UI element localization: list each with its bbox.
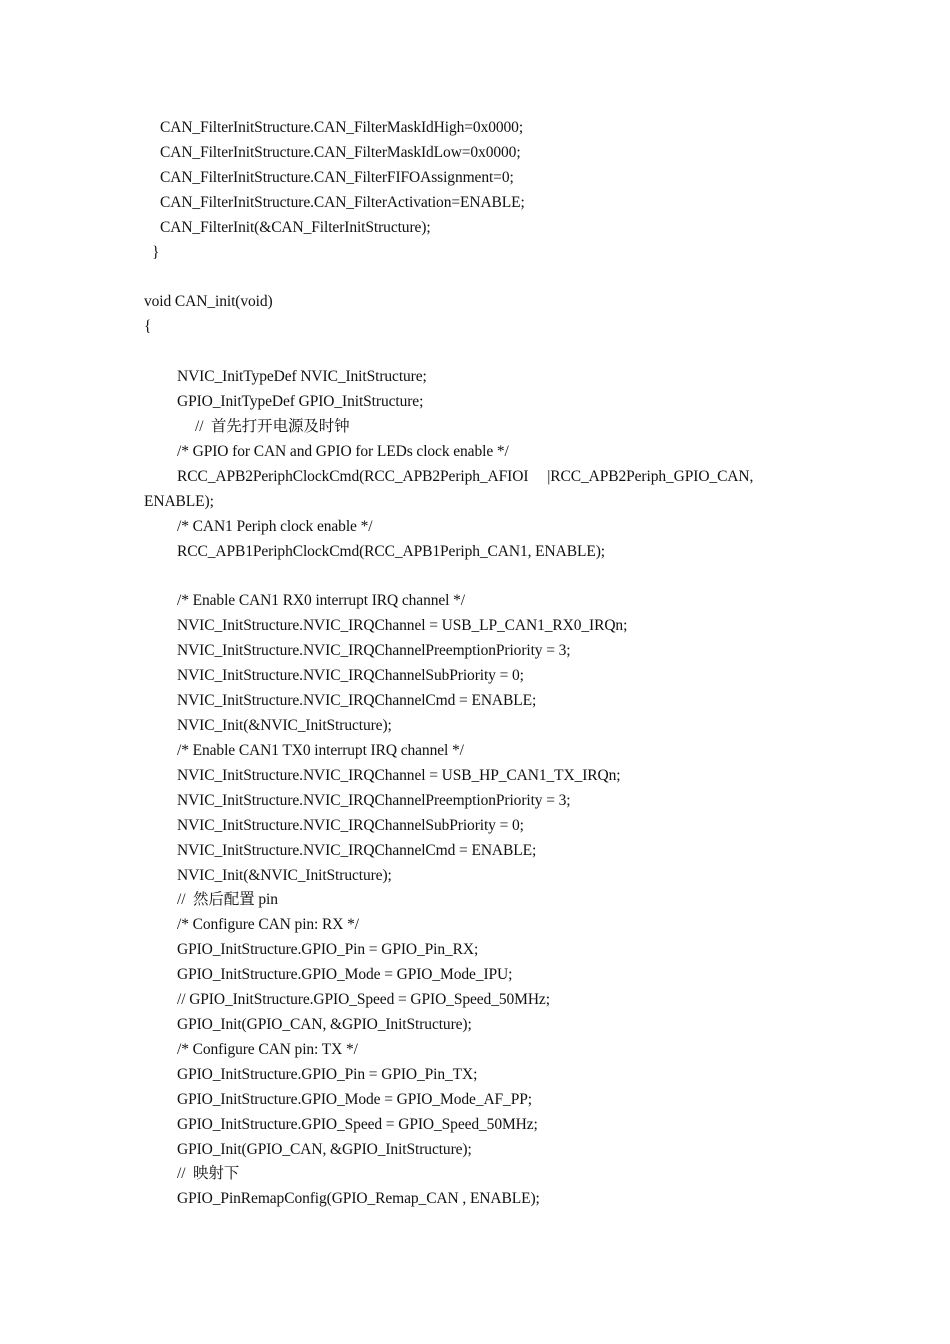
code-line: NVIC_Init(&NVIC_InitStructure);: [177, 717, 392, 734]
code-line: GPIO_InitStructure.GPIO_Pin = GPIO_Pin_TX;: [177, 1066, 478, 1083]
code-line: RCC_APB2PeriphClockCmd(RCC_APB2Periph_AFIOI |RCC_APB2Periph_GPIO_CAN,: [177, 468, 754, 485]
code-comment: // 映射下: [177, 1165, 240, 1182]
code-comment: // GPIO_InitStructure.GPIO_Speed = GPIO_Speed_50MHz;: [177, 991, 550, 1008]
code-line: GPIO_InitStructure.GPIO_Mode = GPIO_Mode_AF_PP;: [177, 1091, 532, 1108]
code-line: NVIC_InitStructure.NVIC_IRQChannelCmd = ENABLE;: [177, 842, 537, 859]
code-line: NVIC_InitStructure.NVIC_IRQChannel = USB_LP_CAN1_RX0_IRQn;: [177, 617, 628, 634]
code-line: RCC_APB1PeriphClockCmd(RCC_APB1Periph_CAN1, ENABLE);: [177, 543, 605, 560]
code-line: {: [144, 318, 152, 335]
code-comment: /* CAN1 Periph clock enable */: [177, 518, 373, 535]
code-line: GPIO_PinRemapConfig(GPIO_Remap_CAN , ENABLE);: [177, 1190, 540, 1207]
code-line: NVIC_InitStructure.NVIC_IRQChannelPreemptionPriority = 3;: [177, 792, 571, 809]
code-line: NVIC_InitStructure.NVIC_IRQChannelCmd = ENABLE;: [177, 692, 537, 709]
code-line: CAN_FilterInitStructure.CAN_FilterMaskIdLow=0x0000;: [160, 144, 521, 161]
code-line: NVIC_InitStructure.NVIC_IRQChannelPreemptionPriority = 3;: [177, 642, 571, 659]
code-line: CAN_FilterInitStructure.CAN_FilterMaskIdHigh=0x0000;: [160, 119, 524, 136]
code-line: GPIO_Init(GPIO_CAN, &GPIO_InitStructure);: [177, 1016, 472, 1033]
code-comment: // 然后配置 pin: [177, 891, 278, 908]
code-line: GPIO_Init(GPIO_CAN, &GPIO_InitStructure);: [177, 1141, 472, 1158]
code-line: GPIO_InitTypeDef GPIO_InitStructure;: [177, 393, 424, 410]
code-line: CAN_FilterInitStructure.CAN_FilterActivation=ENABLE;: [160, 194, 525, 211]
code-comment: /* Enable CAN1 TX0 interrupt IRQ channel */: [177, 742, 464, 759]
code-line: NVIC_InitStructure.NVIC_IRQChannel = USB_HP_CAN1_TX_IRQn;: [177, 767, 621, 784]
code-line: GPIO_InitStructure.GPIO_Speed = GPIO_Speed_50MHz;: [177, 1116, 538, 1133]
code-line: GPIO_InitStructure.GPIO_Mode = GPIO_Mode_IPU;: [177, 966, 513, 983]
code-comment: /* Enable CAN1 RX0 interrupt IRQ channel */: [177, 592, 465, 609]
code-line: }: [152, 244, 160, 261]
code-line: GPIO_InitStructure.GPIO_Pin = GPIO_Pin_RX;: [177, 941, 479, 958]
code-line: CAN_FilterInitStructure.CAN_FilterFIFOAssignment=0;: [160, 169, 514, 186]
function-signature: void CAN_init(void): [144, 293, 273, 310]
code-comment: /* GPIO for CAN and GPIO for LEDs clock enable */: [177, 443, 509, 460]
code-line: CAN_FilterInit(&CAN_FilterInitStructure);: [160, 219, 431, 236]
code-comment: /* Configure CAN pin: TX */: [177, 1041, 358, 1058]
code-line: NVIC_InitTypeDef NVIC_InitStructure;: [177, 368, 427, 385]
code-line: NVIC_Init(&NVIC_InitStructure);: [177, 867, 392, 884]
code-line: NVIC_InitStructure.NVIC_IRQChannelSubPriority = 0;: [177, 667, 524, 684]
code-line: ENABLE);: [144, 493, 214, 510]
code-comment: // 首先打开电源及时钟: [195, 418, 350, 435]
code-comment: /* Configure CAN pin: RX */: [177, 916, 360, 933]
code-line: NVIC_InitStructure.NVIC_IRQChannelSubPriority = 0;: [177, 817, 524, 834]
